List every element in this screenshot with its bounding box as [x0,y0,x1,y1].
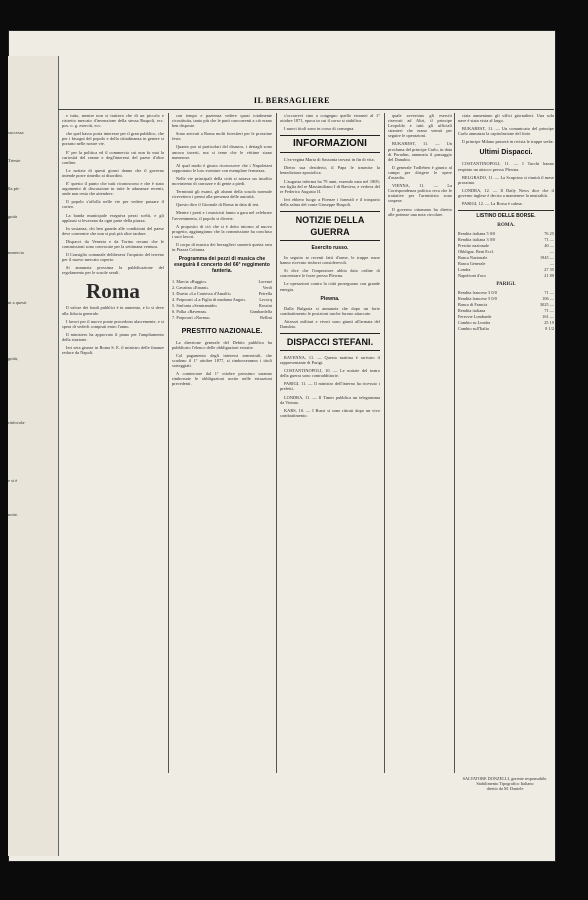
informazioni-body-text: L'ex-regina Maria di Sassonia trovasi in fin di vita. Dietro sua desiderio, il Papa le trasmise la benedizione apostolica. L'augusta inferma ha 79 anni, essendo nata nel 1805; era figlia del re Massimiliano I di Baviera, e vedova del re Federico Augusto II. Ieri ebbero luogo a Firenze i funerali e il trasporto della salma del conte Giuseppe Ruspoli. [280,157,380,207]
section-heading-ultimi-dispacci: Ultimi Dispacci. [479,149,533,157]
esercito-body-text: In seguito ai recenti fatti d'arme, le truppe russe hanno ricevuto rinforzi considerevoli. Si dice che l'imperatore abbia dato ordine di concentrare le forze presso Plewna. Le operazioni contro la città proseguono con grande energia. [280,255,380,292]
previous-page-edge [8,56,59,856]
listino-table: Rendita italiana 5 0/0 76 25 Rendita italiana 3 0/0 71 — Prestito nazionale 40 — Obbligaz. Beni Eccl. — Banca Nazionale 1945 — Banca Generale — Londra 27 35 Napoleoni d'oro 21 80 [458,230,554,279]
margin-fragment-7: gnità, [8,356,19,361]
column-1-body-text: e tutto, mentre non si trattava che di un piccolo e ristretto mercato d'invenzione della stessa Ruspoli, ecc. pos. o. g. eserciti, ecc. che quel basso porta interesse per il gran pubblico, che per i bisogni del popolo e della cittadinanza in genere si portano nelle nostre vie. E' per la politica ed il commercio cui non fu mai la curiosità del reame e degl'interessi del paese d'oltre confine. Le notizie di questi giorni danno che il governo intende porre rimedio ai disordini. E' questo il punto che tutti riconoscono e che è stato argomento di discussione in tutte le adunanze recenti, onde non resta che attendere. Il popolo s'affolla nelle vie per vedere passare il corteo. La banda municipale eseguiva pezzi scelti, e gli applausi si levavano da ogni parte della piazza. In sostanza, chi ben guarda alle condizioni del paese deve convenire che non si può più oltre tardare. Dispacci da Venezia e da Torino recano che le commissioni sono convocate per la settimana ventura. Il Consiglio comunale deliberava l'acquisto del terreno per il nuovo mercato coperto. Si annunzia prossima la pubblicazione del regolamento per le scuole serali. [62,113,164,276]
section-heading-programma: Programma dei pezzi di musica che eseguirà il concerto del 66° reggimento fanteria. [174,256,270,275]
margin-fragment-9: e si è [8,478,18,483]
column-separator [168,113,169,773]
margin-fragment-2: Trieste [8,158,21,163]
section-heading-listino: LISTINO DELLE BORSE. [458,210,554,219]
running-head: IL BERSAGLIERE [253,96,331,105]
programma-table: 1. Marcia «Ruggio» Lorenzi 2. Cavatina «Ernani» Verdi 3. Duetto «La Contessa d'Amalfi» Petrella 4. Potpourri «La Figlia di madama Angot» Lecocq 5. Sinfonia «Semiramide» Rossini 6. Polka «Ravenna» Gambardella 7. Potpourri «Norma» Bellini [172,278,272,321]
scan-right-edge [556,30,588,890]
column-4 [388,113,452,773]
section-heading-roma: Roma [86,279,140,304]
column-5-body-text: ciata aumentano gli uffici giornalieri. Una sola nave è stata vista al largo. BUKAREST, 11. — Un comunicato del principe Carlo annunzia la capitolazione del forte. Il principe Milano passerà in rivista le truppe serbe. [458,113,554,145]
column-2 [172,113,272,773]
column-2-body-text: con tempo e pazienza vedere quasi totalmente ricostituita, tanto più che le parti concorrenti a ciò erano ben disposte. Sono arrivati a Roma molti forestieri per le prossime feste. Quanto poi ai particolari del disastro, i dettagli sono ancora incerti, ma si teme che le vittime siano numerose. Al qual modo è giusto riconoscere che i Napoletani sopportano le loro sventure con esemplare fermezza. Nelle vie principali della città si notava un insolito movimento di carrozze e di gente a piedi. Terminati gli esami, gli alunni della scuola normale ricevettero i premi alla presenza delle autorità. Questo dice il Giornale di Roma in data di ieri. Mentre i poeti e i musicisti fanno a gara nel celebrare l'avvenimento, il popolo si diverte. A proposito di ciò che si è detto intorno al nuovo progetto, aggiungiamo che la commissione ha concluso i suoi lavori. Il corpo di musica dei bersaglieri suonerà questa sera in Piazza Colonna. [172,113,272,252]
section-heading-dispacci: DISPACCI STEFANI. [280,333,380,351]
section-heading-esercito-russo: Esercito russo. [311,245,349,252]
column-separator [276,113,277,773]
header-rule [58,109,554,110]
margin-fragment-1: successa [8,130,24,135]
margin-fragment-4: gnità [8,214,17,219]
column-3 [280,113,380,773]
column-5 [458,113,554,773]
plewna-body-text: Dalla Bulgaria si annunzia che dopo un forte combattimento le posizioni turche furono attaccate. Attrezzi militari e viveri sono giunti all'armata del Danubio. [280,305,380,329]
margin-fragment-3: lla pit- [8,186,20,191]
margin-fragment-6: ni a questi [8,300,27,305]
column-separator [384,113,385,773]
column-4-body-text: quale avvertono gli eserciti riservati ad Altri, il principe Leopoldo e tutti gli ufficiali stranieri che erano venuti per seguire le operazioni. BUKAREST, 11. — Un proclama del principe Carlo, in data di Poradim, annunzia il passaggio del Danubio. Il generale Todleben è giunto al campo per dirigere le opere d'assedio. VIENNA, 11. — La Corrispondenza politica reca che le trattative per l'armistizio sono sospese. Il governo ottomano ha diretto alle potenze una nota circolare. [388,113,452,217]
margin-fragment-5: mmercio [8,250,24,255]
prestito-body-text: La direzione generale del Debito pubblico ha pubblicato l'elenco delle obbligazioni estratte. Col pagamento degli interessi semestrali, che scadono il 1° ottobre 1877, si rimborseranno i titoli sorteggiati. A cominciare dal 1° ottobre prossimo saranno rimborsate le obbligazioni uscite nelle estrazioni precedenti. [172,339,272,387]
section-heading-prestito: PRESTITO NAZIONALE. [181,327,263,335]
column-1 [62,113,164,773]
section-heading-plewna: Plewna. [320,295,340,302]
margin-fragment-8: rinfocola- [8,420,26,425]
margin-fragment-10: notie. [8,512,19,517]
column-3-body-text: s'occorrevi sino a congegno quello estranei al 1° ottobre 1871, epoca in cui il corso si stabiliva. I nuovi titoli sono in corso di consegna. [280,113,380,132]
page-footer: SALVATORE DONZELLI, gerente responsabile. Stabilimento Tipografico Italiano diretto da M. Daniele [462,776,548,791]
column-separator [454,113,455,773]
scan-bottom-edge [0,862,588,900]
ultimi-dispacci-body-text: COSTANTINOPOLI, 11. — I Turchi hanno respinto un attacco presso Plewna. BELGRADO, 11. — La Scupcina si riunirà il mese prossimo. LONDRA, 12. — Il Daily News dice che il governo inglese è deciso a mantenere la neutralità. PARIGI, 12. — La Borsa è calma. [458,161,554,207]
section-heading-notizie-guerra: NOTIZIE DELLA GUERRA [280,211,380,241]
section-heading-informazioni: INFORMAZIONI [280,135,380,153]
listino-parigi-table: Rendita francese 3 0/0 71 — Rendita francese 5 0/0 106 — Banca di Francia 3025 — Rendita italiana 71 — Ferrovie Lombarde 161 — Cambio su Londra 25 19 Cambio sull'Italia 8 1/2 [458,289,554,332]
listino-subheading: ROMA. [497,223,515,229]
dispacci-body-text: RAVENNA, 11. — Questa mattina è arrivato il rappresentante di Parigi. COSTANTINOPOLI, 10. — Le notizie del teatro della guerra sono contraddittorie. PARIGI, 11. — Il ministro dell'interno ha ricevuto i prefetti. LONDRA, 11. — Il Times pubblica un telegramma da Vienna. KARS, 10. — I Russi si sono ritirati dopo un vivo combattimento. [280,354,380,418]
listino-parigi-heading: PARIGI. [496,281,516,287]
roma-body-text: Il valore dei fondi pubblici è in aumento, e lo si deve alla fiducia generale. I lavori per il nuovo ponte procedono alacremente, e si spera di vederli compiuti entro l'anno. Il ministero ha approvato il piano per l'ampliamento della stazione. Ieri sera giunse in Roma S. E. il ministro delle finanze reduce da Napoli. [62,305,164,356]
